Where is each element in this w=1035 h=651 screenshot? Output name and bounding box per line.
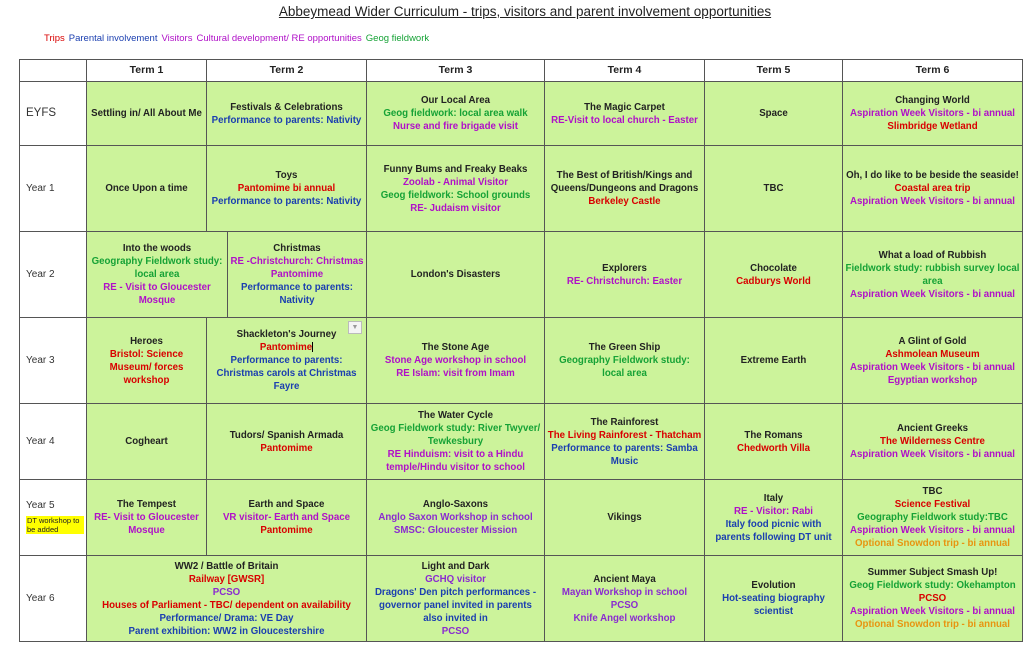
- cell-topic: Summer Subject Smash Up!: [867, 567, 998, 578]
- cell-topic: WW2 / Battle of Britain: [174, 560, 279, 572]
- cell-activity: Fieldwork study: rubbish survey local area: [845, 262, 1020, 287]
- cell[interactable]: [87, 480, 207, 556]
- cell-activity: PCSO: [610, 599, 639, 611]
- cell-activity: Egyptian workshop: [887, 374, 978, 386]
- cell[interactable]: [545, 404, 705, 480]
- cell-topic: The Water Cycle: [417, 410, 493, 421]
- header-term-6: Term 6: [843, 60, 1023, 82]
- cell-activity: Aspiration Week Visitors - bi annual: [850, 525, 1015, 536]
- cell-topic: Earth and Space: [248, 499, 325, 510]
- cell-topic: The Best of British/Kings and Queens/Dungeons and Dragons: [550, 170, 699, 194]
- row-year-1: [20, 146, 1023, 232]
- row-label: Year 3: [20, 318, 87, 404]
- row-year-3: [20, 318, 1023, 404]
- cell-activity: RE-Visit to local church - Easter: [551, 114, 698, 126]
- cell[interactable]: [87, 146, 207, 232]
- cell[interactable]: [87, 232, 228, 318]
- dt-workshop-note: DT workshop to be added: [26, 516, 84, 534]
- row-year-6: [20, 556, 1023, 642]
- cell-topic: Changing World: [895, 95, 970, 106]
- header-term-4: Term 4: [545, 60, 705, 82]
- cell[interactable]: [843, 82, 1023, 146]
- cell-topic: Cogheart: [125, 436, 168, 447]
- cell-topic: The Rainforest: [590, 416, 659, 428]
- cell-activity: Bristol: Science Museum/ forces workshop: [109, 348, 184, 386]
- cell-topic: Christmas: [273, 243, 321, 254]
- legend-geog-fieldwork: Geog fieldwork: [365, 33, 430, 44]
- cell-activity: Geog fieldwork: local area walk: [383, 108, 528, 119]
- cell-topic: London's Disasters: [410, 269, 501, 280]
- cell-activity: Pantomime: [260, 525, 313, 536]
- cell[interactable]: [843, 232, 1023, 318]
- row-label-text: Year 5: [26, 500, 55, 511]
- cell-topic: Once Upon a time: [105, 183, 188, 194]
- cell[interactable]: [207, 404, 367, 480]
- cell-activity: RE- Visit to Gloucester Mosque: [94, 512, 199, 536]
- cell-topic: Space: [759, 108, 788, 119]
- cell[interactable]: [843, 318, 1023, 404]
- cell[interactable]: [367, 232, 545, 318]
- cell-activity: VR visitor- Earth and Space: [222, 512, 351, 523]
- row-year-2: [20, 232, 1023, 318]
- legend-parental-involvement: Parental involvement: [68, 33, 158, 44]
- cell-topic: The Green Ship: [588, 342, 661, 353]
- cell-topic: TBC: [922, 486, 943, 497]
- cell-activity: Nurse and fire brigade visit: [393, 121, 518, 132]
- cell-activity: Parent exhibition: WW2 in Gloucestershire: [128, 625, 325, 637]
- cell-activity: Aspiration Week Visitors - bi annual: [850, 361, 1015, 373]
- cell-topic: What a load of Rubbish: [878, 249, 987, 261]
- row-eyfs: [20, 82, 1023, 146]
- header-corner: [20, 60, 87, 82]
- header-term-2: Term 2: [207, 60, 367, 82]
- cell-activity: Geog Fieldwork study: Okehampton: [849, 580, 1016, 591]
- cell-activity: Ashmolean Museum: [885, 348, 980, 360]
- cell-activity: Geog fieldwork: School grounds: [380, 189, 531, 201]
- row-label: Year 1: [20, 146, 87, 232]
- cell-activity: Pantomime: [270, 269, 324, 280]
- curriculum-table: [19, 59, 1023, 642]
- cell[interactable]: [705, 318, 843, 404]
- cell[interactable]: [545, 556, 705, 642]
- header-row: [20, 60, 1023, 82]
- cell[interactable]: [207, 146, 367, 232]
- cell[interactable]: [545, 318, 705, 404]
- row-label: [20, 480, 87, 556]
- cell[interactable]: [545, 146, 705, 232]
- legend-trips: Trips: [44, 33, 65, 44]
- cell-activity: Anglo Saxon Workshop in school: [378, 512, 533, 523]
- cell-activity: Performance to parents: Nativity: [211, 114, 362, 126]
- cell-activity: PCSO: [441, 625, 470, 637]
- cell-activity: RE- Christchurch: Easter: [566, 275, 683, 287]
- cell-activity: Railway [GWSR]: [188, 573, 265, 585]
- cell[interactable]: [843, 404, 1023, 480]
- cell-topic: Ancient Maya: [593, 573, 656, 585]
- cell-activity: Berkeley Castle: [588, 196, 661, 207]
- cell-topic: Settling in/ All About Me: [91, 108, 202, 119]
- cell[interactable]: [545, 480, 705, 556]
- cell-activity: RE -Christchurch: Christmas: [230, 256, 364, 267]
- cell-topic: Festivals & Celebrations: [230, 101, 343, 113]
- cell[interactable]: [367, 318, 545, 404]
- cell[interactable]: [207, 480, 367, 556]
- cell[interactable]: [367, 82, 545, 146]
- row-label: Year 4: [20, 404, 87, 480]
- cell-activity: Pantomime bi annual: [237, 183, 336, 194]
- cell-activity: RE Islam: visit from Imam: [396, 368, 515, 379]
- cell-activity: PCSO: [918, 593, 947, 604]
- header-term-1: Term 1: [87, 60, 207, 82]
- cell-activity: Mayan Workshop in school: [561, 586, 688, 598]
- cell[interactable]: [545, 82, 705, 146]
- cell-activity: Optional Snowdon trip - bi annual: [855, 538, 1010, 549]
- cell-activity: Slimbridge Wetland: [887, 121, 978, 132]
- cell[interactable]: [228, 232, 367, 318]
- cell[interactable]: [207, 318, 367, 404]
- cell-activity: The Living Rainforest - Thatcham: [547, 429, 702, 441]
- cell-topic: The Tempest: [116, 499, 177, 510]
- row-label: EYFS: [20, 82, 87, 146]
- cell-topic: Anglo-Saxons: [422, 499, 489, 510]
- cell-activity: RE - Visitor: Rabi: [734, 505, 813, 517]
- cell[interactable]: [545, 232, 705, 318]
- cell-activity: Geog Fieldwork study: River Twyver/ Tewkesbury: [370, 423, 541, 447]
- cell-topic: The Magic Carpet: [584, 101, 665, 113]
- cell-activity: The Wilderness Centre: [880, 436, 985, 447]
- cell-topic: TBC: [763, 183, 784, 194]
- row-label: Year 2: [20, 232, 87, 318]
- cell-activity: Coastal area trip: [894, 183, 971, 194]
- cell-topic: Shackleton's Journey: [236, 329, 337, 340]
- cell[interactable]: [843, 556, 1023, 642]
- colour-key-legend: [44, 33, 433, 44]
- cell-topic: Heroes: [130, 335, 163, 347]
- cell[interactable]: [367, 146, 545, 232]
- cell-topic: Extreme Earth: [740, 355, 807, 366]
- cell-topic: Tudors/ Spanish Armada: [229, 429, 344, 441]
- cell-activity: Italy food picnic with parents following DT unit: [715, 518, 832, 543]
- cell[interactable]: [843, 480, 1023, 556]
- cell-topic: The Stone Age: [421, 342, 490, 353]
- cell-activity: RE Hinduism: visit to a Hindu temple/Hindu visitor to school: [386, 449, 525, 473]
- cell-activity: Zoolab - Animal Visitor: [403, 176, 508, 188]
- row-year-5: [20, 480, 1023, 556]
- dropdown-arrow-icon[interactable]: ▼: [348, 321, 362, 334]
- cell-activity: Pantomime: [260, 442, 313, 454]
- cell-activity: Performance to parents: Nativity: [241, 282, 353, 306]
- cell-topic: Chocolate: [750, 262, 797, 274]
- legend-visitors: Visitors: [161, 33, 193, 44]
- cell-activity: Performance to parents: Nativity: [211, 196, 362, 207]
- cell-topic: Evolution: [751, 580, 796, 591]
- cell[interactable]: [705, 404, 843, 480]
- cell-activity: Aspiration Week Visitors - bi annual: [850, 606, 1015, 617]
- cell[interactable]: [843, 146, 1023, 232]
- cell[interactable]: [87, 404, 207, 480]
- cell-topic: Into the woods: [122, 243, 192, 254]
- cell-activity: Aspiration Week Visitors - bi annual: [850, 108, 1015, 119]
- cell[interactable]: [367, 480, 545, 556]
- cell-activity: SMSC: Gloucester Mission: [393, 525, 518, 536]
- cell-topic: Explorers: [602, 262, 647, 274]
- cell[interactable]: [705, 556, 843, 642]
- cell-activity: Performance to parents: Christmas carols at Christmas Fayre: [216, 355, 357, 392]
- cell-topic: The Romans: [744, 429, 803, 441]
- cell-activity: Stone Age workshop in school: [384, 355, 527, 366]
- text-cursor: [312, 342, 313, 352]
- cell-activity: Geography Fieldwork study: local area: [91, 256, 223, 280]
- cell[interactable]: [705, 232, 843, 318]
- cell-activity: Geography Fieldwork study: local area: [559, 355, 690, 379]
- cell[interactable]: [87, 556, 367, 642]
- cell-activity: Knife Angel workshop: [573, 612, 676, 624]
- cell-activity: Performance to parents: Samba Music: [551, 442, 698, 467]
- cell[interactable]: [705, 480, 843, 556]
- cell[interactable]: [87, 82, 207, 146]
- cell[interactable]: [367, 556, 545, 642]
- cell-topic: Oh, I do like to be beside the seaside!: [846, 170, 1019, 181]
- cell[interactable]: [705, 82, 843, 146]
- cell-activity: Optional Snowdon trip - bi annual: [855, 619, 1010, 630]
- cell[interactable]: [367, 404, 545, 480]
- cell-topic: Ancient Greeks: [896, 423, 969, 434]
- cell[interactable]: [207, 82, 367, 146]
- row-year-4: [20, 404, 1023, 480]
- cell-activity: Cadburys World: [736, 275, 811, 287]
- cell-activity: Hot-seating biography scientist: [722, 593, 825, 617]
- page-title: Abbeymead Wider Curriculum - trips, visitors and parent involvement opportunities: [278, 4, 772, 19]
- cell-activity: Chedworth Villa: [736, 442, 811, 454]
- cell-activity: RE - Visit to Gloucester Mosque: [103, 282, 211, 306]
- cell-topic: Light and Dark: [421, 560, 490, 572]
- cell-topic: Funny Bums and Freaky Beaks: [383, 163, 528, 175]
- cell-activity: Aspiration Week Visitors - bi annual: [850, 288, 1015, 300]
- cell-topic: Vikings: [607, 512, 642, 523]
- cell-activity: GCHQ visitor: [425, 573, 486, 585]
- row-label: Year 6: [20, 556, 87, 642]
- cell-activity: PCSO: [212, 586, 241, 598]
- cell-activity: Aspiration Week Visitors - bi annual: [850, 449, 1015, 460]
- cell-activity: Aspiration Week Visitors - bi annual: [850, 196, 1015, 207]
- legend-cultural-re: Cultural development/ RE opportunities: [196, 33, 362, 44]
- cell-activity: Pantomime: [259, 342, 313, 353]
- cell-topic: Toys: [275, 170, 298, 181]
- header-term-3: Term 3: [367, 60, 545, 82]
- cell-activity: Dragons' Den pitch performances - governor panel invited in parents also invited in: [374, 586, 537, 624]
- cell[interactable]: [705, 146, 843, 232]
- cell-topic: Our Local Area: [420, 95, 491, 106]
- header-term-5: Term 5: [705, 60, 843, 82]
- cell-activity: Houses of Parliament - TBC/ dependent on availability: [102, 599, 351, 611]
- cell-topic: Italy: [763, 492, 784, 504]
- cell-activity: Science Festival: [894, 499, 971, 510]
- cell-activity: Geography Fieldwork study:TBC: [857, 512, 1008, 523]
- cell-activity: RE- Judaism visitor: [410, 202, 501, 214]
- cell-activity: Performance/ Drama: VE Day: [159, 612, 294, 624]
- cell[interactable]: [87, 318, 207, 404]
- cell-topic: A Glint of Gold: [898, 335, 967, 347]
